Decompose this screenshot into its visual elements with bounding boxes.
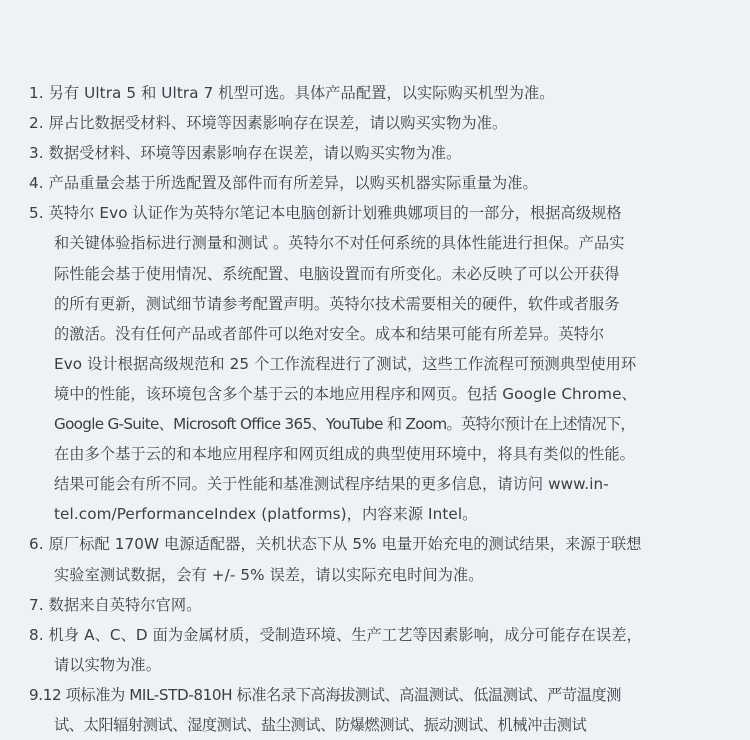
footnote-5-line: 的所有更新，测试细节请参考配置声明。英特尔技术需要相关的硬件，软件或者服务 [54, 294, 620, 313]
footnote-5-line: Evo 设计根据高级规范和 25 个工作流程进行了测试，这些工作流程可预测典型使用环 [54, 354, 637, 373]
footnote-5-line: tel.com/PerformanceIndex (platforms)，内容来源 Intel。 [54, 505, 478, 524]
footnote-3: 3. 数据受材料、环境等因素影响存在误差，请以购买实物为准。 [29, 144, 462, 163]
footnote-5-line: 在由多个基于云的和本地应用程序和网页组成的典型使用环境中，将具有类似的性能。 [54, 445, 635, 464]
footnote-5-line: Google G-Suite、Microsoft Office 365、YouTube 和 Zoom。英特尔预计在上述情况下， [54, 415, 635, 434]
footnote-6: 6. 原厂标配 170W 电源适配器，关机状态下从 5% 电量开始充电的测试结果，来源于联想 [29, 535, 642, 554]
footnote-5-line: 和关键体验指标进行测量和测试 。英特尔不对任何系统的具体性能进行担保。产品实 [54, 234, 625, 253]
footnote-1: 1. 另有 Ultra 5 和 Ultra 7 机型可选。具体产品配置，以实际购买机型为准。 [29, 84, 555, 102]
footnote-5-line: 际性能会基于使用情况、系统配置、电脑设置而有所变化。未必反映了可以公开获得 [54, 264, 620, 283]
footnote-7: 7. 数据来自英特尔官网。 [29, 595, 202, 614]
footnote-5-line: 结果可能会有所不同。关于性能和基准测试程序结果的更多信息，请访问 www.in- [54, 475, 609, 494]
footnote-4: 4. 产品重量会基于所选配置及部件而有所差异，以购买机器实际重量为准。 [29, 174, 538, 193]
footnote-2: 2. 屏占比数据受材料、环境等因素影响存在误差，请以购买实物为准。 [29, 114, 508, 133]
footnote-8-line: 请以实物为准。 [54, 655, 162, 674]
footnote-9-line: 试、太阳辐射测试、湿度测试、盐尘测试、防爆燃测试、振动测试、机械冲击测试 [54, 715, 587, 734]
footnote-8: 8. 机身 A、C、D 面为金属材质，受制造环境、生产工艺等因素影响，成分可能存在误差， [29, 625, 642, 644]
footnote-5-line: 的激活。没有任何产品或者部件可以绝对安全。成本和结果可能有所差异。英特尔 [54, 324, 605, 343]
footnote-6-line: 实验室测试数据，会有 +/- 5% 误差，请以实际充电时间为准。 [54, 565, 484, 584]
footnote-5: 5. 英特尔 Evo 认证作为英特尔笔记本电脑创新计划雅典娜项目的一部分，根据高级规格 [29, 204, 622, 223]
footnote-9: 9.12 项标准为 MIL-STD-810H 标准名录下高海拔测试、高温测试、低温测试、严苛温度测 [29, 685, 622, 704]
footnotes-list [29, 78, 741, 740]
footnote-5-line: 境中的性能，该环境包含多个基于云的本地应用程序和网页。包括 Google Chrome、 [54, 384, 637, 403]
